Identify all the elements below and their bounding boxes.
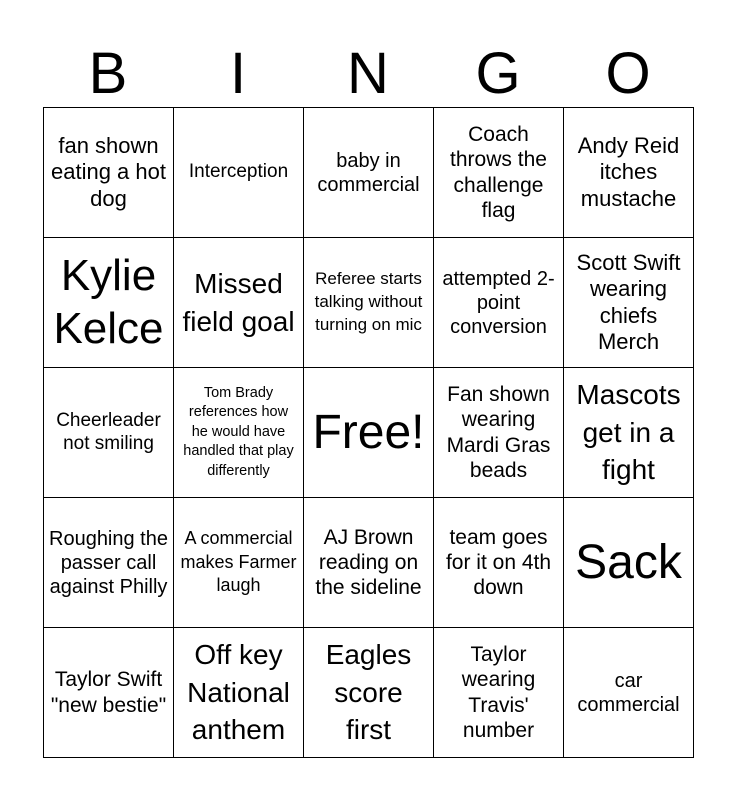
header-letter-b: B — [88, 41, 128, 106]
bingo-cell[interactable]: AJ Brown reading on the sideline — [304, 498, 434, 628]
free-space-cell[interactable]: Free! — [304, 368, 434, 498]
bingo-cell[interactable]: Off key National anthem — [174, 628, 304, 758]
bingo-cell[interactable]: Taylor Swift "new bestie" — [44, 628, 174, 758]
bingo-cell[interactable]: Eagles score first — [304, 628, 434, 758]
bingo-cell[interactable]: Taylor wearing Travis' number — [434, 628, 564, 758]
header-letter-n: N — [347, 41, 389, 106]
bingo-cell[interactable]: baby in commercial — [304, 108, 434, 238]
bingo-cell[interactable]: car commercial — [564, 628, 694, 758]
bingo-card-grid — [43, 107, 694, 758]
bingo-cell[interactable]: Kylie Kelce — [44, 238, 174, 368]
bingo-row — [44, 628, 694, 758]
header-letter-g: G — [475, 41, 521, 106]
header-letter-i: I — [229, 41, 247, 106]
bingo-cell[interactable]: Interception — [174, 108, 304, 238]
bingo-row — [44, 498, 694, 628]
bingo-cell[interactable]: Fan shown wearing Mardi Gras beads — [434, 368, 564, 498]
bingo-row — [44, 108, 694, 238]
bingo-cell[interactable]: Mascots get in a fight — [564, 368, 694, 498]
bingo-header — [43, 42, 693, 106]
bingo-cell[interactable]: Cheerleader not smiling — [44, 368, 174, 498]
bingo-cell[interactable]: Scott Swift wearing chiefs Merch — [564, 238, 694, 368]
bingo-cell[interactable]: Referee starts talking without turning on mic — [304, 238, 434, 368]
bingo-cell[interactable]: Andy Reid itches mustache — [564, 108, 694, 238]
bingo-cell[interactable]: A commercial makes Farmer laugh — [174, 498, 304, 628]
bingo-cell[interactable]: team goes for it on 4th down — [434, 498, 564, 628]
bingo-cell[interactable]: Sack — [564, 498, 694, 628]
bingo-cell[interactable]: Missed field goal — [174, 238, 304, 368]
header-letter-o: O — [605, 41, 651, 106]
bingo-cell[interactable]: Coach throws the challenge flag — [434, 108, 564, 238]
bingo-row — [44, 238, 694, 368]
bingo-cell[interactable]: Roughing the passer call against Philly — [44, 498, 174, 628]
bingo-row — [44, 368, 694, 498]
bingo-cell[interactable]: fan shown eating a hot dog — [44, 108, 174, 238]
bingo-cell[interactable]: attempted 2-point conversion — [434, 238, 564, 368]
bingo-cell[interactable]: Tom Brady references how he would have handled that play differently — [174, 368, 304, 498]
